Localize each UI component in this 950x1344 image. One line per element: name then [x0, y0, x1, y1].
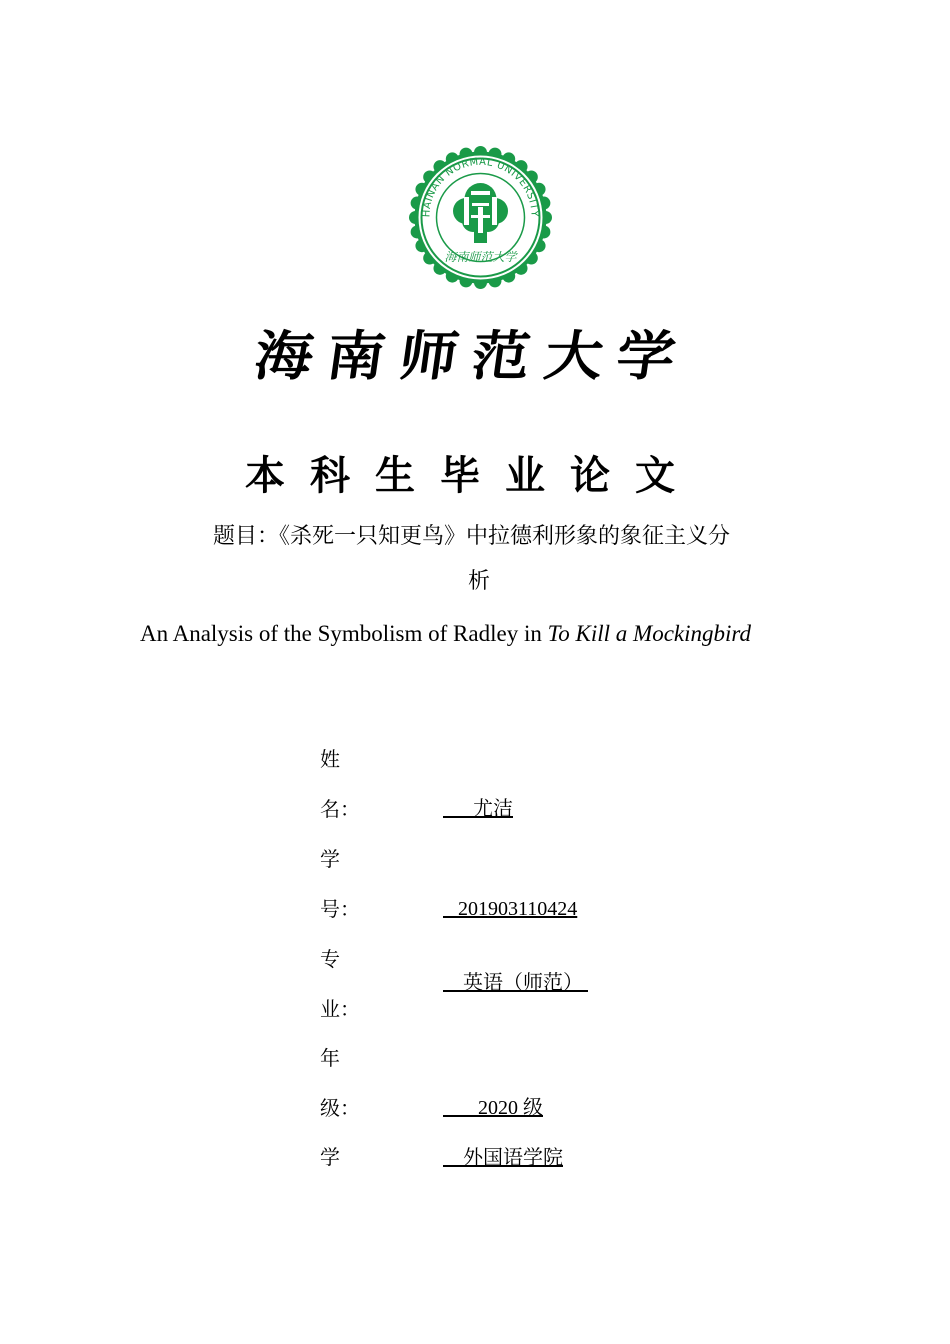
student-id-value: 201903110424 [443, 898, 578, 920]
doc-type-char: 科 [310, 453, 350, 499]
university-name-char: 南 [322, 324, 390, 388]
thesis-title-chinese: 题目：《杀死一只知更鸟》中拉德利形象的象征主义分 [213, 524, 731, 549]
grade-label-line1: 年 [320, 1046, 340, 1070]
grade-value: 2020 级 [443, 1097, 543, 1119]
thesis-title-chinese-line2: 析 [468, 569, 491, 594]
university-name-char: 学 [612, 324, 680, 388]
university-name-calligraphy [250, 318, 680, 394]
student-id-label-line1: 学 [320, 847, 340, 871]
university-seal-logo [408, 145, 553, 290]
doc-type-char: 本 [245, 453, 285, 499]
doc-type-char: 生 [375, 453, 415, 499]
student-id-label-line2: 号： [320, 897, 360, 921]
doc-type-char: 文 [635, 453, 675, 499]
title-en-prefix: An Analysis of the Symbolism of Radley in [140, 621, 548, 646]
doc-type-char: 毕 [440, 453, 480, 499]
university-name-char: 师 [395, 324, 463, 388]
name-value: 尤洁 [443, 798, 513, 820]
school-value: 外国语学院 [443, 1147, 563, 1169]
thesis-title-english [140, 618, 840, 650]
major-label-line2: 业： [320, 997, 360, 1021]
major-label-line1: 专 [320, 947, 340, 971]
document-type-heading [245, 448, 675, 504]
title-en-book: To Kill a Mockingbird [547, 621, 752, 646]
university-name-char: 范 [467, 324, 535, 388]
grade-label-line2: 级： [320, 1096, 360, 1120]
university-name-char: 海 [250, 324, 318, 388]
name-label-line1: 姓 [320, 747, 340, 771]
seal-inner-text: 海南师范大学 [444, 250, 517, 264]
doc-type-char: 论 [570, 453, 610, 499]
name-label-line2: 名： [320, 797, 360, 821]
doc-type-char: 业 [505, 453, 545, 499]
school-label-line1: 学 [320, 1145, 340, 1169]
major-value: 英语（师范） [443, 972, 588, 994]
university-name-char: 大 [540, 324, 607, 388]
seal-ring-text: HAINAN NORMAL UNIVERSITY [421, 156, 540, 218]
